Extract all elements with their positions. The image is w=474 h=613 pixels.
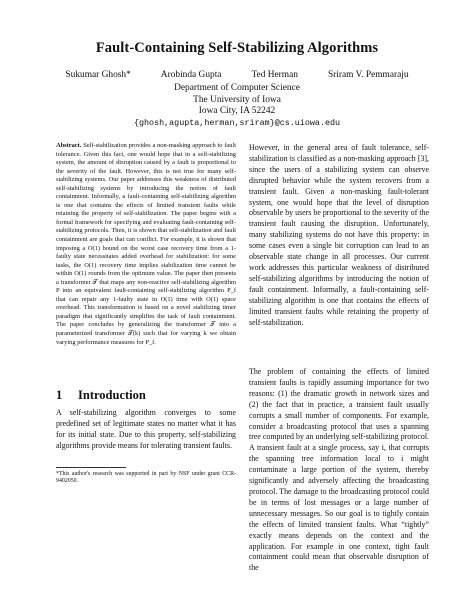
footnote-rule (56, 467, 126, 468)
author: Arobinda Gupta (160, 70, 222, 80)
section-number: 1 (56, 388, 63, 402)
author: Sukumar Ghosh* (65, 70, 131, 80)
author: Sriram V. Pemmaraju (327, 70, 409, 80)
affiliation-email: {ghosh,agupta,herman,sriram}@cs.uiowa.edu (133, 117, 341, 128)
intro-paragraph: A self-stabilizing algorithm converges to some predefined set of legitimate states no matter what it has for its initial state. Due to this property, self-stabilizing algorithms provide means for tolerating transient faults. (56, 408, 236, 450)
abstract (56, 142, 236, 347)
abstract-label: Abstract. (56, 142, 82, 149)
affiliation-univ: The University of Iowa (193, 94, 281, 105)
section-title: Introduction (78, 388, 146, 402)
affiliation-dept: Department of Computer Science (174, 83, 300, 93)
section-heading (56, 388, 236, 403)
affiliation-city: Iowa City, IA 52242 (198, 106, 276, 117)
right-paragraph-2: The problem of containing the effects of limited transient faults is rapidly assuming importance for two reasons: (1) the dramatic growth in network sizes and (2) the fact that in practice, a transient fault usually corrupts a small number of components. For example, consider a broadcasting protocol that uses a spanning tree computed by an underlying self-stabilizing protocol. A transient fault at a single process, say i, that corrupts the spanning tree information local to i might contaminate a large portion of the system, thereby significantly and adversely affecting the broadcasting protocol. The damage to the broadcasting protocol could be in terms of lost messages or a large number of unnecessary messages. So our goal is to tightly contain the effects of limited transient faults. What “tightly” exactly means depends on the context and the application. For example in one context, tight fault containment could mean that observable disruption of the (249, 367, 429, 573)
right-paragraph-1: However, in the general area of fault tolerance, self-stabilization is classified as a non-masking approach [3], since the users of a stabilizing system can observe disrupted behavior while the system recovers from a transient fault. Given a non-masking fault-tolerant system, one would hope that the level of disruption observable by users be proportional to the severity of the transient fault causing the disruption. Unfortunately, many stabilizing systems do not have this property: in some cases even a single bit corruption can lead to an observable state change in all processes. Our current work addresses this particular weakness of distributed self-stabilizing algorithms by introducing the notion of fault containment. Informally, a fault-containing self-stabilizing algorithm is one that contains the effects of limited transient faults while retaining the property of self-stabilization. (249, 143, 429, 327)
paper-title: Fault-Containing Self-Stabilizing Algorithms (95, 40, 379, 56)
abstract-text: Self-stabilization provides a non-masking approach to fault tolerance. Given this fact, one would hope that in a self-stabilizing system, the amount of disruption caused by a fault is proportional to the severity of the fault. However, this is not true for many self-stabilizing systems. Our paper addresses this weakness of distributed self-stabilizing systems by introducing the notion of fault containment. Informally, a fault-containing self-stabilizing algorithm is one that contains the effects of limited transient faults while retaining the property of self-stabilization. The paper begins with a formal framework for specifying and evaluating fault-containing self-stabilizing protocols. Then, it is shown that self-stabilization and fault containment are goals that can conflict. For example, it is shown that imposing a O(1) bound on the worst case recovery time from a 1-faulty state necessitates added overhead for stabilization: for some tasks, the O(1) recovery time implies stabilization time cannot be within O(1) rounds from the optimum value. The paper then presents a transformer 𝒯 that maps any non-reactive self-stabilizing algorithm P into an equivalent fault-containing self-stabilizing algorithm P_f that can repair any 1-faulty state in O(1) time with O(1) space overhead. This transformation is based on a novel stabilizing timer paradigm that significantly simplifies the task of fault containment. The paper concludes by generalizing the transformer 𝒯 into a parameterized transformer 𝒯(k) such that for varying k we obtain varying performance measures for P_f. (56, 142, 236, 346)
affiliation (0, 83, 474, 129)
author: Ted Herman (251, 70, 298, 80)
footnote: *This author's research was supported in part by NSF under grant CCR-9402050. (56, 471, 236, 485)
author-list (0, 70, 474, 80)
